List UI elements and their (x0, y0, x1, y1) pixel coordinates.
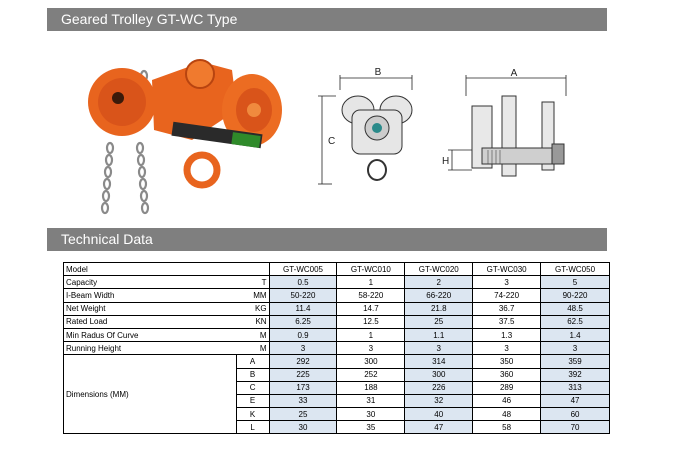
table-row (64, 328, 610, 341)
table-cell: 30 (269, 421, 337, 434)
table-cell: 47 (541, 394, 610, 407)
table-cell: 1.1 (405, 328, 473, 341)
table-cell: 226 (405, 381, 473, 394)
table-cell: 292 (269, 355, 337, 368)
table-cell: 1 (337, 276, 405, 289)
dimension-key: E (236, 394, 269, 407)
table-cell: 359 (541, 355, 610, 368)
table-cell: 3 (405, 342, 473, 355)
model-cell: GT-WC005 (269, 263, 337, 276)
row-label: Running Height (64, 342, 237, 355)
table-cell: 173 (269, 381, 337, 394)
section-bar (47, 228, 607, 251)
dimensions-label: Dimensions (MM) (64, 355, 237, 434)
row-unit: M (236, 342, 269, 355)
table-cell: 37.5 (473, 315, 541, 328)
table-cell: 40 (405, 408, 473, 421)
page-title: Geared Trolley GT-WC Type (61, 11, 238, 27)
table-cell: 314 (405, 355, 473, 368)
dimension-key: L (236, 421, 269, 434)
table-cell: 70 (541, 421, 610, 434)
table-cell: 74-220 (473, 289, 541, 302)
table-cell: 66-220 (405, 289, 473, 302)
table-cell: 25 (269, 408, 337, 421)
section-title: Technical Data (61, 231, 153, 247)
row-unit: M (236, 328, 269, 341)
table-cell: 2 (405, 276, 473, 289)
model-cell: GT-WC030 (473, 263, 541, 276)
row-label: Min Radus Of Curve (64, 328, 237, 341)
table-cell: 11.4 (269, 302, 337, 315)
table-cell: 25 (405, 315, 473, 328)
row-unit: KG (236, 302, 269, 315)
table-row (64, 289, 610, 302)
row-label: I-Beam Width (64, 289, 237, 302)
dimension-key: C (236, 381, 269, 394)
dim-label-a: A (510, 68, 518, 79)
table-cell: 48 (473, 408, 541, 421)
left-chain (102, 143, 113, 213)
model-cell: GT-WC010 (337, 263, 405, 276)
title-bar (47, 8, 607, 31)
table-cell: 58 (473, 421, 541, 434)
table-cell: 300 (337, 355, 405, 368)
table-cell: 350 (473, 355, 541, 368)
dim-label-b: B (374, 67, 382, 78)
table-cell: 252 (337, 368, 405, 381)
table-cell: 1 (337, 328, 405, 341)
table-cell: 31 (337, 394, 405, 407)
table-cell: 3 (473, 276, 541, 289)
row-label: Capacity (64, 276, 237, 289)
dim-label-h: H (442, 156, 450, 167)
dimension-row (64, 355, 610, 368)
table-cell: 36.7 (473, 302, 541, 315)
dimension-key: A (236, 355, 269, 368)
trolley-photo (82, 40, 292, 220)
table-cell: 35 (337, 421, 405, 434)
table-cell: 6.25 (269, 315, 337, 328)
table-cell: 392 (541, 368, 610, 381)
side-view-drawing (442, 66, 572, 198)
row-unit: T (236, 276, 269, 289)
table-cell: 300 (405, 368, 473, 381)
table-cell: 225 (269, 368, 337, 381)
table-cell: 1.4 (541, 328, 610, 341)
table-cell: 30 (337, 408, 405, 421)
table-cell: 360 (473, 368, 541, 381)
table-cell: 0.5 (269, 276, 337, 289)
table-cell: 50-220 (269, 289, 337, 302)
table-cell: 0.9 (269, 328, 337, 341)
table-cell: 1.3 (473, 328, 541, 341)
table-header-row (64, 263, 610, 276)
table-cell: 62.5 (541, 315, 610, 328)
dimension-key: B (236, 368, 269, 381)
row-unit: KN (236, 315, 269, 328)
table-row (64, 342, 610, 355)
table-cell: 14.7 (337, 302, 405, 315)
table-cell: 12.5 (337, 315, 405, 328)
table-cell: 313 (541, 381, 610, 394)
dimension-key: K (236, 408, 269, 421)
table-cell: 3 (541, 342, 610, 355)
table-cell: 58-220 (337, 289, 405, 302)
table-cell: 3 (269, 342, 337, 355)
table-row (64, 302, 610, 315)
table-cell: 90-220 (541, 289, 610, 302)
table-cell: 47 (405, 421, 473, 434)
table-cell: 188 (337, 381, 405, 394)
table-cell: 46 (473, 394, 541, 407)
row-label: Net Weight (64, 302, 237, 315)
model-cell: GT-WC020 (405, 263, 473, 276)
table-cell: 21.8 (405, 302, 473, 315)
dim-label-c: C (328, 136, 336, 147)
table-row (64, 315, 610, 328)
model-cell: GT-WC050 (541, 263, 610, 276)
table-cell: 33 (269, 394, 337, 407)
front-view-drawing (318, 66, 436, 198)
row-label: Rated Load (64, 315, 237, 328)
table-cell: 60 (541, 408, 610, 421)
technical-data-table (63, 262, 610, 434)
table-cell: 32 (405, 394, 473, 407)
table-cell: 3 (473, 342, 541, 355)
table-cell: 48.5 (541, 302, 610, 315)
table-row (64, 276, 610, 289)
model-header: Model (64, 263, 270, 276)
table-cell: 289 (473, 381, 541, 394)
table-cell: 3 (337, 342, 405, 355)
row-unit: MM (236, 289, 269, 302)
table-cell: 5 (541, 276, 610, 289)
